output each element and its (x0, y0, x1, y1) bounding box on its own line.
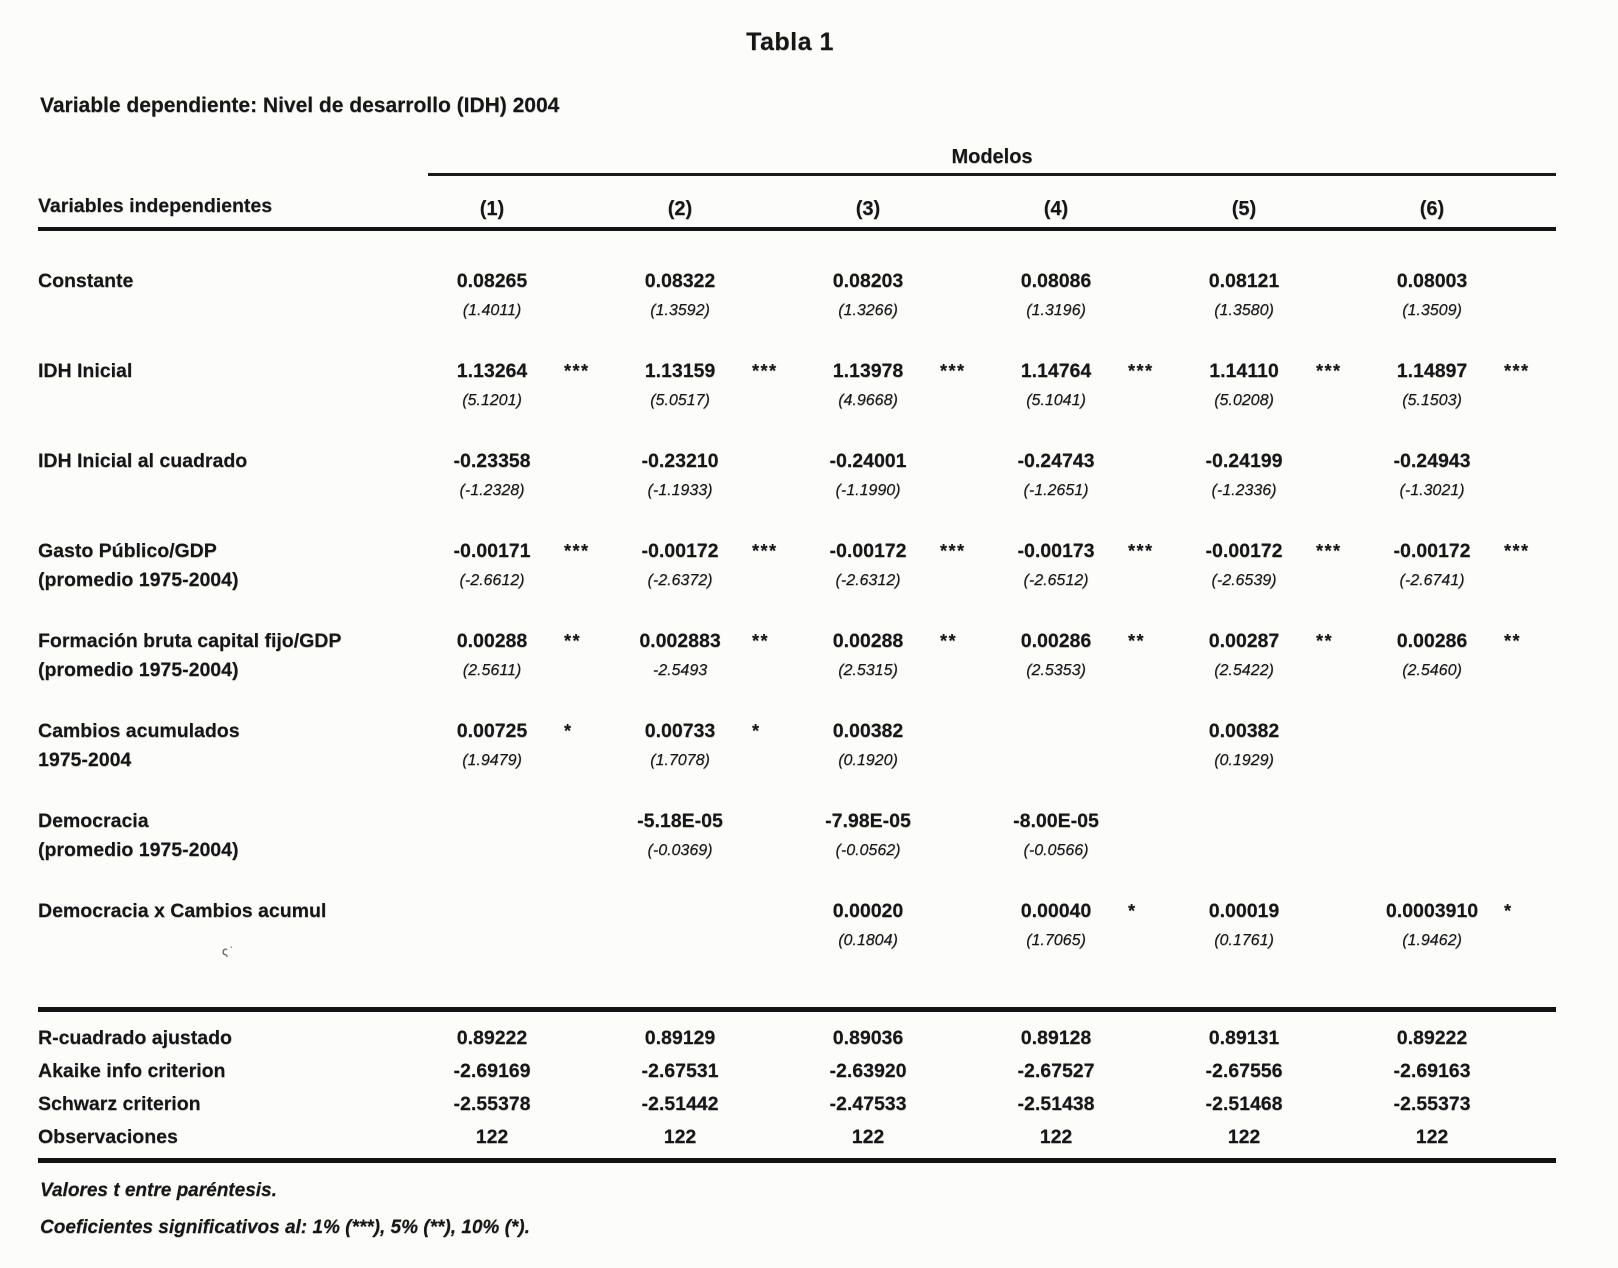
stat-cell (1368, 1024, 1556, 1053)
stat-cell (1180, 1057, 1368, 1086)
coefficient-value: 0.08265 (456, 270, 528, 292)
stat-cell (616, 1024, 804, 1053)
coefficient-value: 1.13264 (456, 360, 528, 382)
stat-cell (428, 1024, 616, 1053)
stat-label: Schwarz criterion (38, 1093, 201, 1115)
coefficient-cell (616, 627, 804, 685)
t-statistic: (2.5460) (1402, 662, 1462, 679)
table-title: Tabla 1 (746, 28, 834, 56)
variable-label (38, 357, 428, 415)
coefficient-cell (1180, 357, 1368, 415)
footnote-t-values: Valores t entre paréntesis. (40, 1180, 277, 1201)
coefficient-value: 0.00733 (644, 720, 716, 742)
significance-stars: * (1504, 901, 1513, 921)
t-statistic: (0.1920) (838, 752, 898, 769)
coefficient-cell (616, 897, 804, 955)
stat-label: Akaike info criterion (38, 1060, 226, 1082)
t-statistic: (-2.6512) (1023, 572, 1089, 589)
footnotes (40, 1172, 530, 1246)
coefficient-value: 0.00382 (832, 720, 904, 742)
t-statistic: (-1.2651) (1023, 482, 1089, 499)
stat-cell (1180, 1024, 1368, 1053)
coefficient-cell (428, 267, 616, 325)
variable-label-line2: (promedio 1975-2004) (38, 569, 239, 591)
variable-label-line2: (promedio 1975-2004) (38, 659, 239, 681)
coefficient-value: -0.00171 (453, 540, 531, 562)
coefficient-cell (1180, 627, 1368, 685)
stat-value: 0.89036 (832, 1027, 904, 1049)
coefficient-cell (1180, 267, 1368, 325)
t-statistic: (-1.2328) (459, 482, 525, 499)
stat-value: 122 (1227, 1126, 1261, 1148)
coefficient-cell (1368, 897, 1556, 955)
coefficient-value: 0.08003 (1396, 270, 1468, 292)
stat-cell (992, 1024, 1180, 1053)
stat-value: -2.67527 (1017, 1060, 1095, 1082)
stat-cell (804, 1090, 992, 1119)
models-group-header (428, 146, 1556, 176)
stat-label: R-cuadrado ajustado (38, 1027, 232, 1049)
coefficient-value: -0.24743 (1017, 450, 1095, 472)
coefficient-cell (1180, 717, 1368, 775)
significance-stars: * (564, 721, 573, 741)
coefficient-cell (992, 447, 1180, 505)
coefficient-value: 0.00286 (1020, 630, 1092, 652)
coefficient-cell (1368, 537, 1556, 595)
coefficient-cell (616, 447, 804, 505)
stat-value: -2.63920 (829, 1060, 907, 1082)
significance-stars: *** (1128, 541, 1154, 561)
stat-row (38, 1022, 1556, 1055)
coefficient-cell (616, 717, 804, 775)
coefficient-cell (1368, 627, 1556, 685)
coefficient-row (38, 897, 1556, 955)
t-statistic: (5.0517) (650, 392, 710, 409)
significance-stars: *** (564, 541, 590, 561)
coefficient-cell (804, 627, 992, 685)
coefficient-cell (992, 357, 1180, 415)
stat-value: 0.89129 (644, 1027, 716, 1049)
significance-stars: *** (752, 541, 778, 561)
coefficient-value: 0.08322 (644, 270, 716, 292)
coefficient-value: 0.00040 (1020, 900, 1092, 922)
t-statistic: (1.3196) (1026, 302, 1086, 319)
scan-artifact: ς˙ (222, 944, 236, 958)
coefficient-value: -0.00173 (1017, 540, 1095, 562)
stats-section (38, 1007, 1556, 1163)
variable-label (38, 717, 428, 775)
coefficient-value: -0.00172 (829, 540, 907, 562)
model-number: (6) (1419, 198, 1445, 220)
coefficient-value: -8.00E-05 (1013, 810, 1099, 832)
coefficient-row (38, 447, 1556, 505)
coefficient-value: 1.14897 (1396, 360, 1468, 382)
significance-stars: *** (1504, 541, 1530, 561)
coefficient-cell (992, 807, 1180, 865)
coefficient-cell (1368, 267, 1556, 325)
t-statistic: (5.0208) (1214, 392, 1274, 409)
coefficient-cell (428, 897, 616, 955)
variable-label-line2: 1975-2004 (38, 749, 132, 771)
coefficient-value: 0.00019 (1208, 900, 1280, 922)
coefficient-value: 0.002883 (639, 630, 721, 652)
stat-cell (1368, 1057, 1556, 1086)
coefficient-cell (1180, 537, 1368, 595)
coefficient-value: 0.00725 (456, 720, 528, 742)
variable-label-line1: Gasto Público/GDP (38, 540, 217, 562)
t-statistic: (5.1201) (462, 392, 522, 409)
table-body (38, 231, 1556, 955)
t-statistic: (5.1041) (1026, 392, 1086, 409)
coefficient-cell (616, 357, 804, 415)
significance-stars: *** (940, 361, 966, 381)
coefficient-value: -0.00172 (1205, 540, 1283, 562)
footnote-significance: Coeficientes significativos al: 1% (***), 5% (**), 10% (*). (40, 1217, 530, 1238)
stat-value: -2.55373 (1393, 1093, 1471, 1115)
t-statistic: (-1.2336) (1211, 482, 1277, 499)
coefficient-cell (428, 627, 616, 685)
stat-row (38, 1121, 1556, 1154)
significance-stars: *** (1128, 361, 1154, 381)
coefficient-cell (804, 807, 992, 865)
stat-cell (616, 1057, 804, 1086)
stat-value: 122 (851, 1126, 885, 1148)
t-statistic: (0.1804) (838, 932, 898, 949)
stat-value: -2.69169 (453, 1060, 531, 1082)
coefficient-cell (428, 357, 616, 415)
stat-cell (616, 1123, 804, 1152)
stat-value: 122 (1039, 1126, 1073, 1148)
coefficient-cell (804, 447, 992, 505)
t-statistic: (-2.6612) (459, 572, 525, 589)
coefficient-value: 0.00020 (832, 900, 904, 922)
coefficient-value: -0.00172 (641, 540, 719, 562)
variable-label (38, 447, 428, 505)
coefficient-value: 1.13159 (644, 360, 716, 382)
significance-stars: ** (564, 631, 582, 651)
t-statistic: -2.5493 (652, 662, 708, 679)
stat-cell (1368, 1090, 1556, 1119)
t-statistic: (-1.1990) (835, 482, 901, 499)
stat-row (38, 1088, 1556, 1121)
coefficient-row (38, 267, 1556, 325)
stat-value: 122 (663, 1126, 697, 1148)
coefficient-value: 0.00286 (1396, 630, 1468, 652)
t-statistic: (2.5353) (1026, 662, 1086, 679)
coefficient-cell (616, 537, 804, 595)
variable-label (38, 537, 428, 595)
coefficient-value: -7.98E-05 (825, 810, 911, 832)
t-statistic: (-2.6741) (1399, 572, 1465, 589)
coefficient-cell (428, 807, 616, 865)
t-statistic: (1.3580) (1214, 302, 1274, 319)
stat-cell (428, 1057, 616, 1086)
t-statistic: (1.9462) (1402, 932, 1462, 949)
t-statistic: (1.7065) (1026, 932, 1086, 949)
variable-label-line2: (promedio 1975-2004) (38, 839, 239, 861)
variable-label-line1: Democracia x Cambios acumul (38, 900, 327, 922)
coefficient-cell (428, 447, 616, 505)
t-statistic: (0.1761) (1214, 932, 1274, 949)
coefficient-value: -0.24199 (1205, 450, 1283, 472)
column-header-row (38, 176, 1556, 231)
coefficient-value: 0.00288 (832, 630, 904, 652)
stat-value: -2.67556 (1205, 1060, 1283, 1082)
stat-value: -2.51438 (1017, 1093, 1095, 1115)
significance-stars: *** (940, 541, 966, 561)
significance-stars: ** (1128, 631, 1146, 651)
significance-stars: ** (752, 631, 770, 651)
coefficient-row (38, 537, 1556, 595)
stat-cell (1368, 1123, 1556, 1152)
model-column-header (804, 198, 992, 221)
significance-stars: *** (752, 361, 778, 381)
variable-label-line1: Democracia (38, 810, 149, 832)
stat-value: 122 (475, 1126, 509, 1148)
coefficient-cell (992, 537, 1180, 595)
stat-value: -2.67531 (641, 1060, 719, 1082)
coefficient-value: 0.0003910 (1385, 900, 1479, 922)
t-statistic: (0.1929) (1214, 752, 1274, 769)
stat-cell (1180, 1090, 1368, 1119)
coefficient-cell (1368, 807, 1556, 865)
coefficient-value: 1.14764 (1020, 360, 1092, 382)
t-statistic: (1.3266) (838, 302, 898, 319)
coefficient-value: 0.08086 (1020, 270, 1092, 292)
significance-stars: * (1128, 901, 1137, 921)
t-statistic: (-1.3021) (1399, 482, 1465, 499)
significance-stars: ** (940, 631, 958, 651)
model-number: (3) (855, 198, 881, 220)
coefficient-cell (616, 807, 804, 865)
model-column-header (992, 198, 1180, 221)
models-label: Modelos (951, 146, 1033, 168)
regression-table (38, 146, 1556, 1163)
model-number: (2) (667, 198, 693, 220)
t-statistic: (-2.6539) (1211, 572, 1277, 589)
stat-cell (992, 1123, 1180, 1152)
model-number: (5) (1231, 198, 1257, 220)
coefficient-cell (1180, 447, 1368, 505)
coefficient-cell (1368, 357, 1556, 415)
model-column-header (616, 198, 804, 221)
stat-value: 0.89222 (456, 1027, 528, 1049)
coefficient-value: -0.23358 (453, 450, 531, 472)
coefficient-value: 1.13978 (832, 360, 904, 382)
stat-cell (992, 1090, 1180, 1119)
coefficient-cell (804, 717, 992, 775)
coefficient-cell (1180, 807, 1368, 865)
model-column-header (428, 198, 616, 221)
t-statistic: (4.9668) (838, 392, 898, 409)
t-statistic: (-0.0562) (835, 842, 901, 859)
model-number: (4) (1043, 198, 1069, 220)
dependent-variable-caption: Variable dependiente: Nivel de desarrollo (IDH) 2004 (40, 94, 560, 117)
coefficient-cell (804, 357, 992, 415)
variable-label-line1: Cambios acumulados (38, 720, 240, 742)
coefficient-row (38, 807, 1556, 865)
t-statistic: (1.3509) (1402, 302, 1462, 319)
coefficient-value: 0.00382 (1208, 720, 1280, 742)
variable-label-line1: Constante (38, 270, 134, 292)
significance-stars: ** (1504, 631, 1522, 651)
stat-cell (804, 1057, 992, 1086)
coefficient-value: 1.14110 (1209, 360, 1279, 382)
coefficient-cell (992, 267, 1180, 325)
coefficient-cell (1368, 717, 1556, 775)
stat-value: 0.89128 (1020, 1027, 1092, 1049)
model-number: (1) (479, 198, 505, 220)
significance-stars: ** (1316, 631, 1334, 651)
stat-value: 0.89131 (1208, 1027, 1280, 1049)
stat-value: -2.47533 (829, 1093, 907, 1115)
stat-value: -2.51442 (641, 1093, 719, 1115)
stat-value: 122 (1415, 1126, 1449, 1148)
coefficient-value: 0.08121 (1208, 270, 1280, 292)
significance-stars: *** (1504, 361, 1530, 381)
coefficient-cell (616, 267, 804, 325)
t-statistic: (2.5422) (1214, 662, 1274, 679)
t-statistic: (1.4011) (462, 302, 522, 319)
coefficient-cell (428, 717, 616, 775)
stat-value: -2.69163 (1393, 1060, 1471, 1082)
coefficient-cell (992, 897, 1180, 955)
model-column-header (1180, 198, 1368, 221)
stat-row (38, 1055, 1556, 1088)
coefficient-value: -0.00172 (1393, 540, 1471, 562)
coefficient-row (38, 717, 1556, 775)
coefficient-cell (992, 627, 1180, 685)
coefficient-cell (804, 897, 992, 955)
stat-cell (428, 1090, 616, 1119)
stat-cell (804, 1024, 992, 1053)
coefficient-value: -5.18E-05 (637, 810, 723, 832)
independent-variables-header: Variables independientes (38, 195, 273, 217)
stat-cell (992, 1057, 1180, 1086)
coefficient-value: 0.00287 (1208, 630, 1280, 652)
t-statistic: (5.1503) (1402, 392, 1462, 409)
coefficient-cell (804, 537, 992, 595)
t-statistic: (-2.6372) (647, 572, 713, 589)
coefficient-cell (428, 537, 616, 595)
coefficient-cell (1368, 447, 1556, 505)
significance-stars: *** (1316, 361, 1342, 381)
t-statistic: (-1.1933) (647, 482, 713, 499)
t-statistic: (2.5315) (838, 662, 898, 679)
model-column-header (1368, 198, 1556, 221)
variable-label-line1: IDH Inicial al cuadrado (38, 450, 248, 472)
stat-cell (1180, 1123, 1368, 1152)
stat-label: Observaciones (38, 1126, 178, 1148)
variable-label (38, 267, 428, 325)
t-statistic: (2.5611) (462, 662, 522, 679)
stat-value: -2.51468 (1205, 1093, 1283, 1115)
variable-label-line1: IDH Inicial (38, 360, 133, 382)
coefficient-value: -0.23210 (641, 450, 719, 472)
coefficient-cell (804, 267, 992, 325)
t-statistic: (-2.6312) (835, 572, 901, 589)
stat-value: 0.89222 (1396, 1027, 1468, 1049)
coefficient-row (38, 627, 1556, 685)
t-statistic: (-0.0369) (647, 842, 713, 859)
significance-stars: *** (1316, 541, 1342, 561)
stat-value: -2.55378 (453, 1093, 531, 1115)
stat-cell (616, 1090, 804, 1119)
t-statistic: (1.7078) (650, 752, 710, 769)
stat-cell (428, 1123, 616, 1152)
coefficient-value: 0.08203 (832, 270, 904, 292)
coefficient-value: -0.24943 (1393, 450, 1471, 472)
stat-cell (804, 1123, 992, 1152)
t-statistic: (1.3592) (650, 302, 710, 319)
significance-stars: * (752, 721, 761, 741)
t-statistic: (-0.0566) (1023, 842, 1089, 859)
coefficient-value: 0.00288 (456, 630, 528, 652)
significance-stars: *** (564, 361, 590, 381)
variable-label (38, 807, 428, 865)
variable-label (38, 627, 428, 685)
coefficient-row (38, 357, 1556, 415)
t-statistic: (1.9479) (462, 752, 522, 769)
coefficient-cell (992, 717, 1180, 775)
coefficient-cell (1180, 897, 1368, 955)
coefficient-value: -0.24001 (829, 450, 907, 472)
variable-label-line1: Formación bruta capital fijo/GDP (38, 630, 342, 652)
